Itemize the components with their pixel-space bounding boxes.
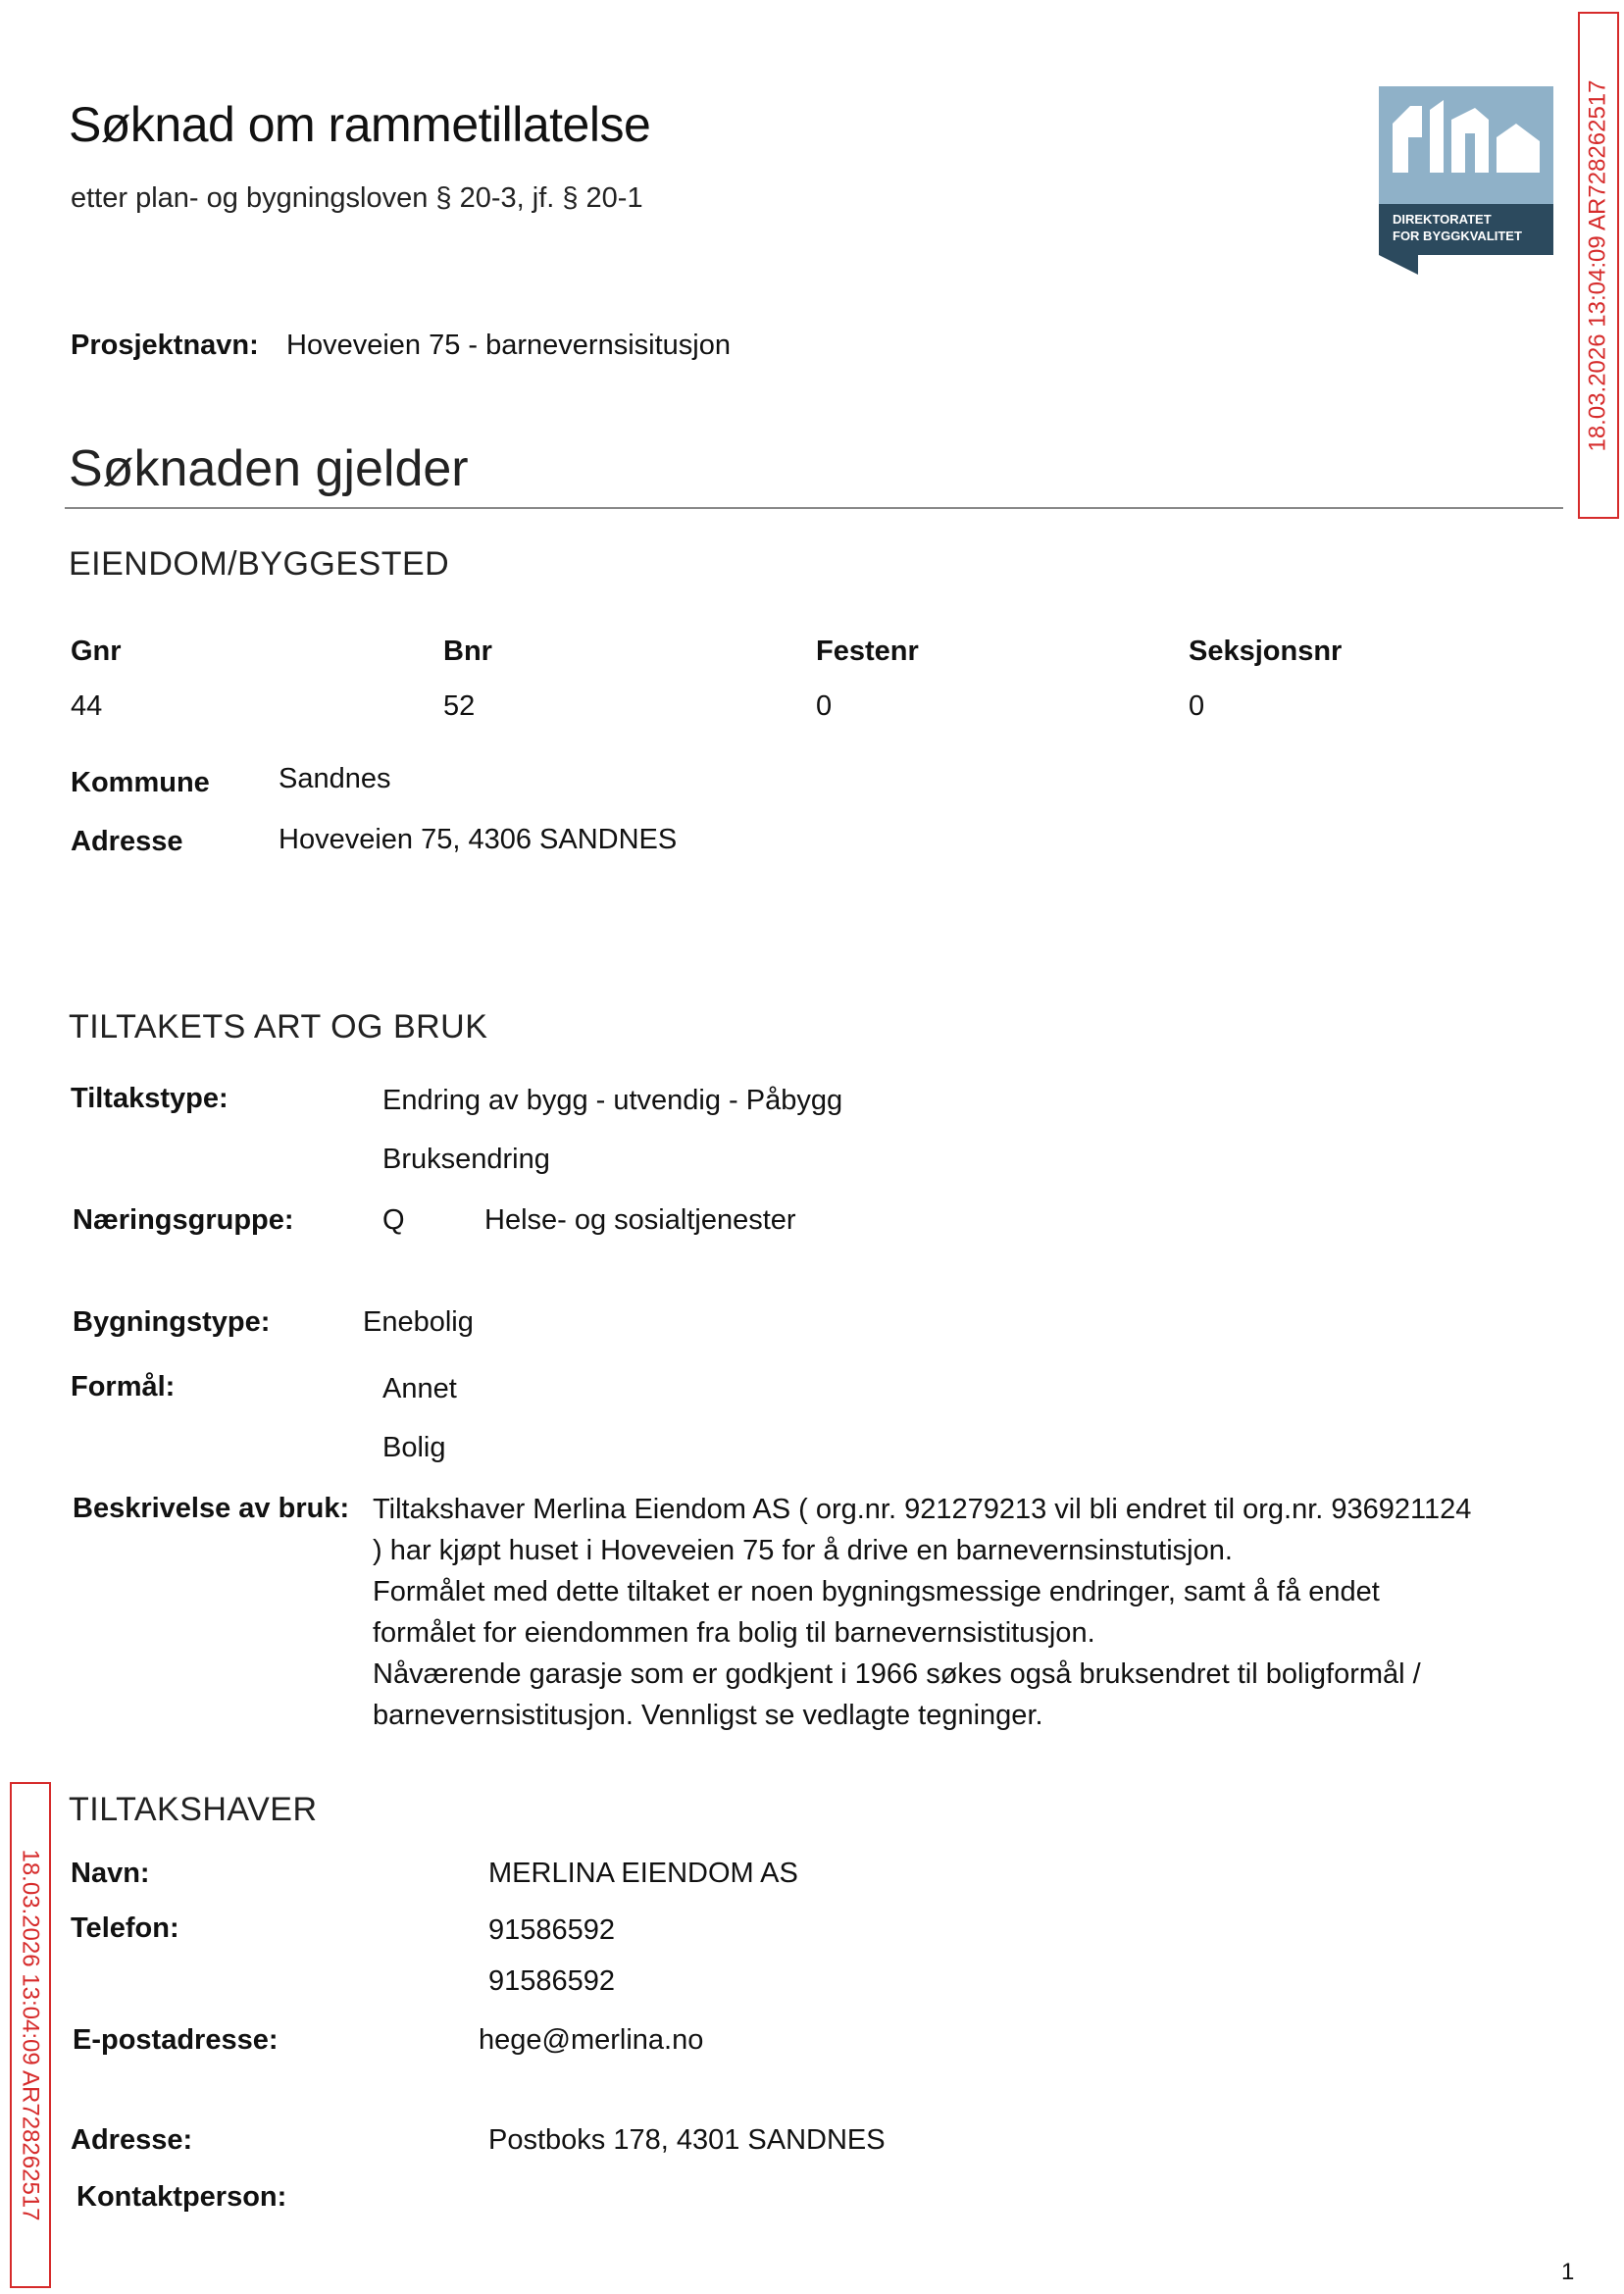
project-name-value: Hoveveien 75 - barnevernsisitusjon (286, 330, 731, 361)
naeringsgruppe-code: Q (382, 1204, 405, 1236)
page-number: 1 (1561, 2259, 1575, 2285)
tiltakshaver-adresse-value: Postboks 178, 4301 SANDNES (488, 2124, 886, 2156)
stamp-left-text: 18.03.2026 13:04:09 AR728262517 (18, 1849, 44, 2221)
adresse-label: Adresse (71, 826, 183, 857)
project-name-label: Prosjektnavn: (71, 330, 259, 361)
logo-line1: DIREKTORATET (1393, 212, 1492, 227)
dibk-logo-graphic (1379, 86, 1553, 275)
bnr-value: 52 (443, 690, 476, 722)
formal-value-1: Annet (382, 1373, 457, 1404)
property-heading: EIENDOM/BYGGESTED (69, 545, 450, 583)
festenr-value: 0 (816, 690, 833, 722)
naeringsgruppe-value: Helse- og sosialtjenester (484, 1204, 796, 1236)
kontaktperson-label: Kontaktperson: (76, 2181, 287, 2213)
telefon-value-1: 91586592 (488, 1914, 616, 1946)
beskrivelse-line: Formålet med dette tiltaket er noen bygningsmessige endringer, samt å få endet (373, 1576, 1380, 1607)
page-subtitle: etter plan- og bygningsloven § 20-3, jf. § 20-1 (71, 182, 643, 214)
stamp-left (10, 1782, 51, 2288)
logo-line2: FOR BYGGKVALITET (1393, 229, 1522, 243)
stamp-right (1578, 12, 1619, 519)
epost-label: E-postadresse: (73, 2024, 279, 2056)
beskrivelse-line: Tiltakshaver Merlina Eiendom AS ( org.nr. 921279213 vil bli endret til org.nr. 936921124 (373, 1494, 1472, 1525)
navn-label: Navn: (71, 1858, 150, 1889)
stamp-right-text: 18.03.2026 13:04:09 AR728262517 (1585, 78, 1611, 452)
tiltakstype-value-1: Endring av bygg - utvendig - Påbygg (382, 1085, 843, 1116)
formal-value-2: Bolig (382, 1432, 446, 1463)
tiltakshaver-adresse-label: Adresse: (71, 2124, 193, 2156)
gnr-value: 44 (71, 690, 103, 722)
beskrivelse-line: Nåværende garasje som er godkjent i 1966 søkes også bruksendret til boligformål / (373, 1658, 1421, 1690)
seksjonsnr-label: Seksjonsnr (1189, 636, 1343, 667)
telefon-label: Telefon: (71, 1912, 179, 1944)
tiltak-heading: TILTAKETS ART OG BRUK (69, 1008, 488, 1045)
seksjonsnr-value: 0 (1189, 690, 1205, 722)
beskrivelse-line: formålet for eiendommen fra bolig til barnevernsistitusjon. (373, 1617, 1095, 1649)
festenr-label: Festenr (816, 636, 919, 667)
kommune-value: Sandnes (279, 763, 391, 794)
tiltakstype-label: Tiltakstype: (71, 1083, 228, 1114)
bnr-label: Bnr (443, 636, 492, 667)
beskrivelse-line: ) har kjøpt huset i Hoveveien 75 for å drive en barnevernsinstutisjon. (373, 1535, 1233, 1566)
navn-value: MERLINA EIENDOM AS (488, 1858, 798, 1889)
section-title: Søknaden gjelder (69, 440, 469, 497)
formal-label: Formål: (71, 1371, 176, 1402)
gnr-label: Gnr (71, 636, 122, 667)
page-title: Søknad om rammetillatelse (69, 97, 651, 152)
beskrivelse-text (373, 1489, 1549, 1736)
tiltakstype-value-2: Bruksendring (382, 1144, 550, 1175)
adresse-value: Hoveveien 75, 4306 SANDNES (279, 824, 678, 855)
section-divider (65, 507, 1563, 509)
beskrivelse-line: barnevernsistitusjon. Vennligst se vedlagte tegninger. (373, 1700, 1043, 1731)
dibk-logo (1379, 86, 1553, 275)
epost-value: hege@merlina.no (479, 2024, 704, 2056)
tiltakshaver-heading: TILTAKSHAVER (69, 1791, 318, 1828)
beskrivelse-label: Beskrivelse av bruk: (73, 1493, 350, 1524)
kommune-label: Kommune (71, 767, 210, 798)
bygningstype-value: Enebolig (363, 1306, 474, 1338)
bygningstype-label: Bygningstype: (73, 1306, 271, 1338)
telefon-value-2: 91586592 (488, 1965, 616, 1997)
naeringsgruppe-label: Næringsgruppe: (73, 1204, 294, 1236)
